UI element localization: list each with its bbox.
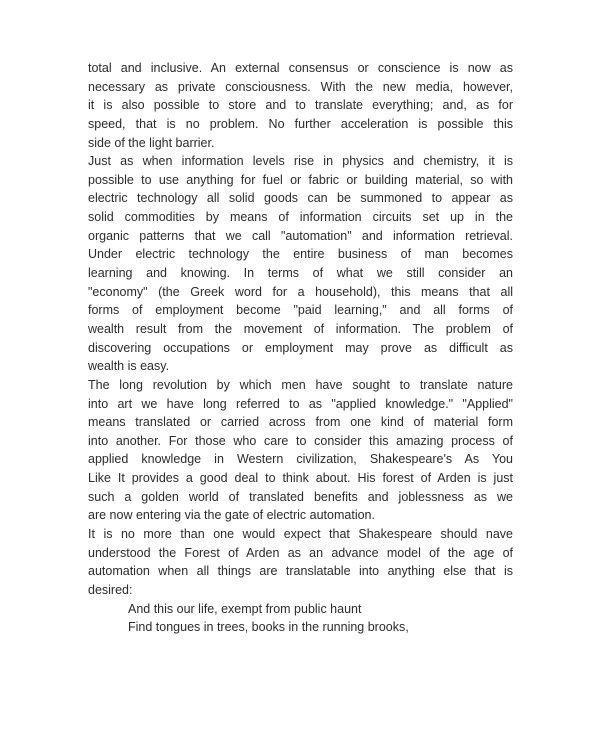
paragraph [88,59,513,152]
paragraph [88,152,513,376]
text-line: And this our life, exempt from public haunt [128,601,362,616]
text-line: necessary as private consciousness. With the new media, however, [88,79,513,94]
paragraph [88,376,513,525]
text-line: are now entering via the gate of electric automation. [88,508,375,523]
text-line: means translated or carried across from one kind of material form [88,415,513,430]
text-block [88,59,513,637]
text-line: such a golden world of translated benefits and joblessness as we [88,489,513,504]
text-line: speed, that is no problem. No further acceleration is possible this [88,116,513,131]
paragraph [88,525,513,600]
text-line: wealth result from the movement of information. The problem of [88,321,513,336]
text-line: The long revolution by which men have sought to translate nature [88,377,513,392]
text-line: Like It provides a good deal to think about. His forest of Arden is just [88,471,513,486]
text-line: organic patterns that we call "automation" and information retrieval. [88,228,513,243]
text-line: Under electric technology the entire business of man becomes [88,247,513,262]
text-line: wealth is easy. [88,359,170,374]
text-line: discovering occupations or employment may prove as difficult as [88,340,513,355]
text-line: it is also possible to store and to translate everything; and, as for [88,98,513,113]
text-line: automation when all things are translatable into anything else that is [88,564,513,579]
text-line: into art we have long referred to as "applied knowledge." "Applied" [88,396,513,411]
text-line: into another. For those who care to consider this amazing process of [88,433,513,448]
text-line: desired: [88,582,133,597]
text-line: It is no more than one would expect that Shakespeare should nave [88,527,513,542]
text-line: possible to use anything for fuel or fabric or building material, so with [88,172,513,187]
text-line: solid commodities by means of information circuits set up in the [88,210,513,225]
text-line: "economy" (the Greek word for a household), this means that all [88,284,513,299]
text-line: total and inclusive. An external consensus or conscience is now as [88,61,513,75]
text-line: Just as when information levels rise in physics and chemistry, it is [88,154,513,169]
text-line: applied knowledge in Western civilization, Shakespeare's As You [88,452,513,467]
text-line: electric technology all solid goods can be summoned to appear as [88,191,513,206]
text-line: learning and knowing. In terms of what we still consider an [88,266,513,281]
text-line: side of the light barrier. [88,135,215,150]
text-line: forms of employment become "paid learning," and all forms of [88,303,513,318]
verse-quote [88,600,513,637]
text-line: Find tongues in trees, books in the running brooks, [128,620,409,635]
text-line: understood the Forest of Arden as an advance model of the age of [88,545,513,560]
